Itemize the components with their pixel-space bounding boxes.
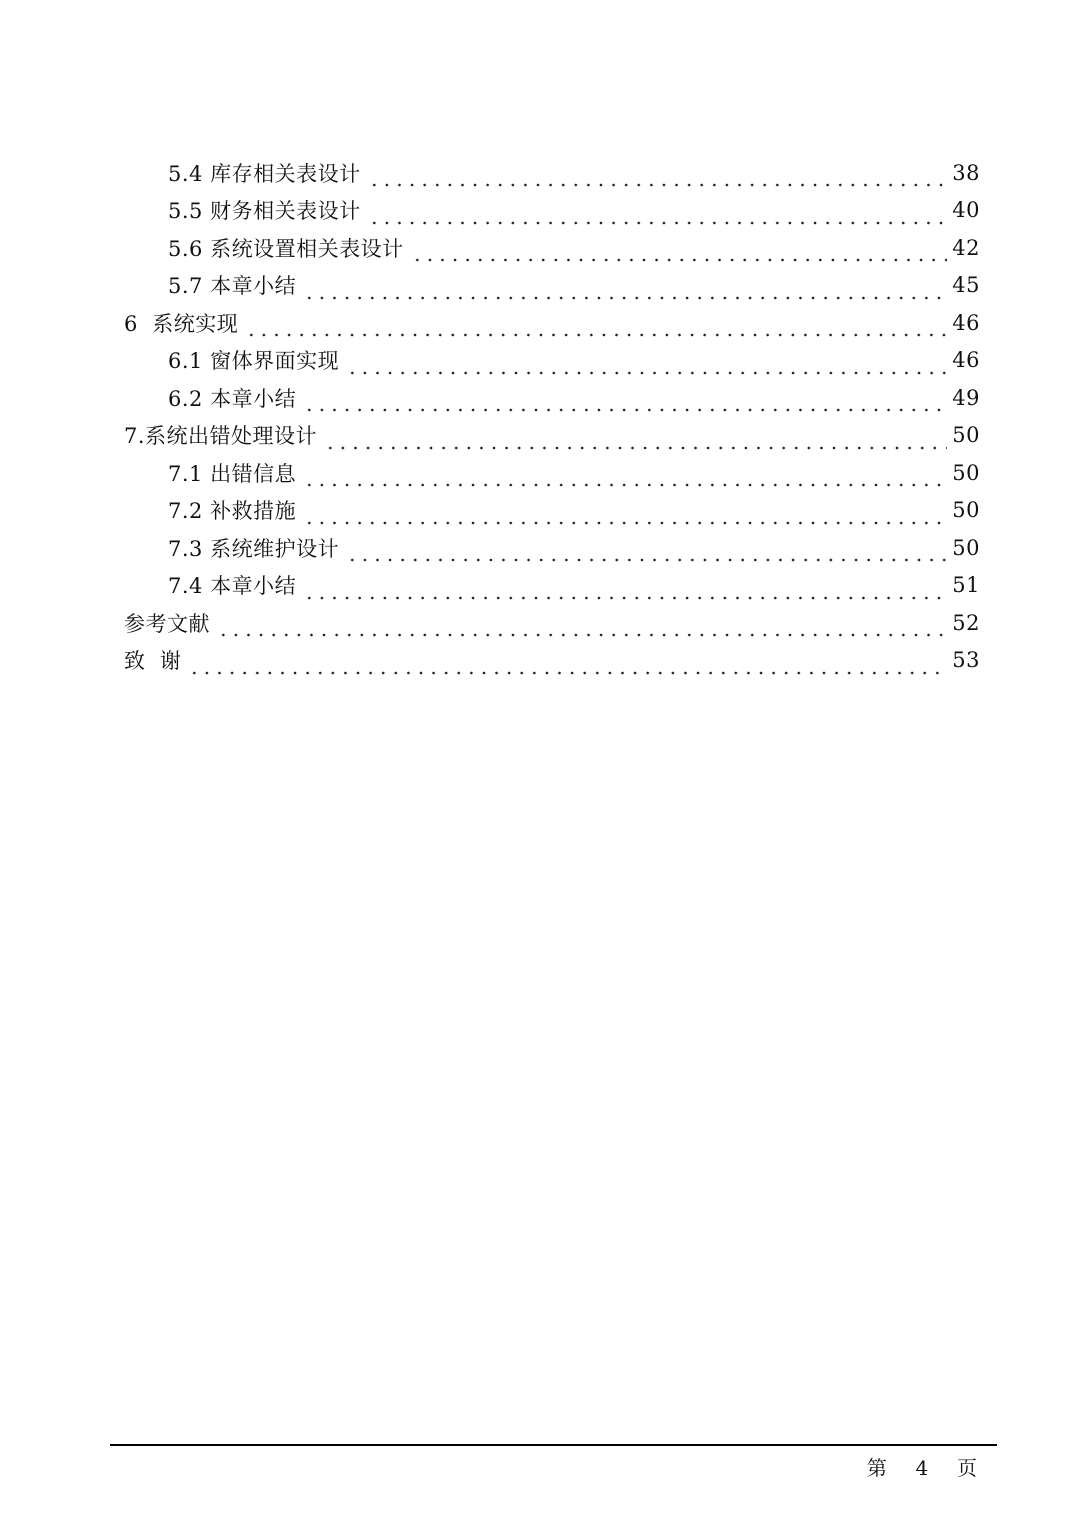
toc-dot-leader [346,542,947,563]
toc-dot-leader [303,280,947,301]
toc-entry[interactable] [124,342,980,380]
toc-entry-title: 参考文献 [124,608,214,638]
toc-entry[interactable] [124,304,980,342]
toc-entry-title: 7.系统出错处理设计 [124,420,321,450]
toc-entry[interactable] [124,492,980,530]
toc-entry-title: 5.4 库存相关表设计 [168,158,365,188]
table-of-contents [124,154,980,679]
toc-entry-page: 49 [952,385,980,410]
toc-dot-leader [303,580,947,601]
toc-entry[interactable] [124,379,980,417]
toc-entry-page: 42 [952,235,980,260]
toc-entry[interactable] [124,642,980,680]
toc-dot-leader [245,317,947,338]
toc-dot-leader [303,467,947,488]
toc-entry-page: 38 [952,160,980,185]
toc-entry-title: 5.6 系统设置相关表设计 [168,233,408,263]
toc-entry[interactable] [124,267,980,305]
toc-dot-leader [217,617,947,638]
toc-entry[interactable] [124,604,980,642]
toc-entry[interactable] [124,417,980,455]
footer-page-number: 第 4 页 [866,1456,977,1480]
toc-entry-page: 45 [952,273,980,298]
toc-dot-leader [368,167,948,188]
toc-entry-title: 7.4 本章小结 [168,570,300,600]
toc-entry-page: 50 [952,498,980,523]
toc-entry-page: 52 [952,610,980,635]
toc-entry-title: 5.7 本章小结 [168,270,300,300]
toc-entry-title: 5.5 财务相关表设计 [168,195,365,225]
toc-entry-page: 40 [952,198,980,223]
toc-dot-leader [303,505,947,526]
toc-dot-leader [346,355,947,376]
toc-entry-page: 53 [952,648,980,673]
toc-entry[interactable] [124,192,980,230]
toc-entry-title: 7.1 出错信息 [168,458,300,488]
toc-dot-leader [324,430,947,451]
toc-dot-leader [188,655,947,676]
toc-dot-leader [368,205,948,226]
toc-entry-title: 6.2 本章小结 [168,383,300,413]
toc-entry-page: 46 [952,310,980,335]
toc-dot-leader [411,242,948,263]
toc-entry-title: 6 系统实现 [124,308,242,338]
toc-entry-title: 7.3 系统维护设计 [168,533,343,563]
toc-entry-page: 46 [952,348,980,373]
toc-entry[interactable] [124,454,980,492]
toc-entry[interactable] [124,229,980,267]
toc-entry-page: 50 [952,423,980,448]
toc-entry[interactable] [124,154,980,192]
toc-entry[interactable] [124,567,980,605]
toc-entry-page: 51 [952,573,980,598]
toc-dot-leader [303,392,947,413]
toc-entry-page: 50 [952,535,980,560]
footer-divider [110,1444,997,1446]
toc-entry-title: 致 谢 [124,645,185,675]
toc-entry-page: 50 [952,460,980,485]
toc-entry[interactable] [124,529,980,567]
toc-entry-title: 7.2 补救措施 [168,495,300,525]
toc-entry-title: 6.1 窗体界面实现 [168,345,343,375]
